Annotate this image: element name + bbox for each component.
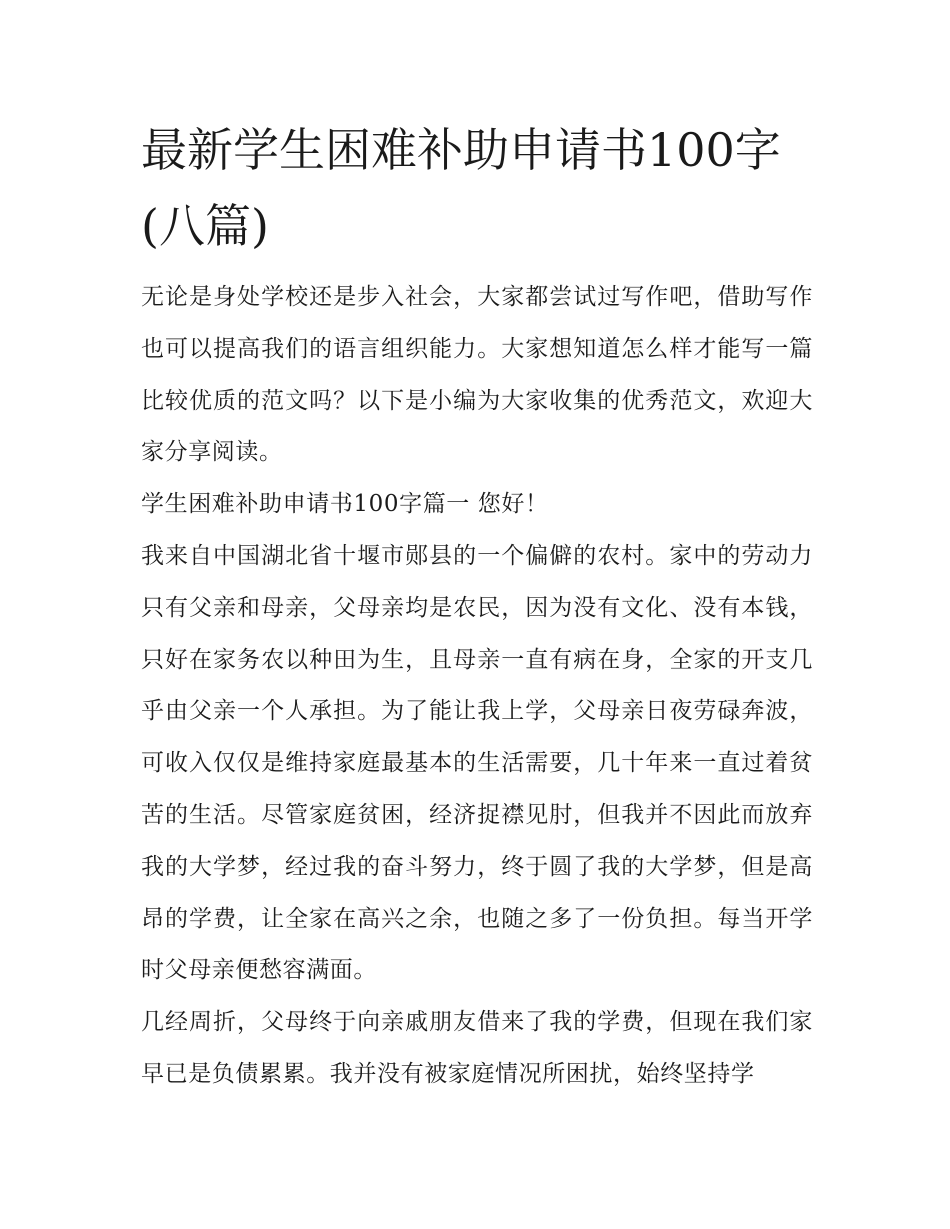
document-page	[141, 112, 813, 1101]
body-paragraph: 我来自中国湖北省十堰市郧县的一个偏僻的农村。家中的劳动力只有父亲和母亲，父母亲均是农民，因为没有文化、没有本钱，只好在家务农以种田为生，且母亲一直有病在身，全家的开支几乎由父亲一个人承担。为了能让我上学，父母亲日夜劳碌奔波，可收入仅仅是维持家庭最基本的生活需要，几十年来一直过着贫苦的生活。尽管家庭贫困，经济捉襟见肘，但我并不因此而放弃我的大学梦，经过我的奋斗努力，终于圆了我的大学梦，但是高昂的学费，让全家在高兴之余，也随之多了一份负担。每当开学时父母亲便愁容满面。	[141, 542, 813, 984]
document-title: 最新学生困难补助申请书100字(八篇)	[141, 123, 781, 253]
intro-paragraph: 无论是身处学校还是步入社会，大家都尝试过写作吧，借助写作也可以提高我们的语言组织能力。大家想知道怎么样才能写一篇比较优质的范文吗？以下是小编为大家收集的优秀范文，欢迎大家分享阅读。	[141, 284, 813, 466]
section-heading-paragraph: 学生困难补助申请书100字篇一 您好！	[141, 491, 549, 518]
body-paragraph: 几经周折，父母终于向亲戚朋友借来了我的学费，但现在我们家早已是负债累累。我并没有被家庭情况所困扰，始终坚持学	[141, 1009, 813, 1087]
